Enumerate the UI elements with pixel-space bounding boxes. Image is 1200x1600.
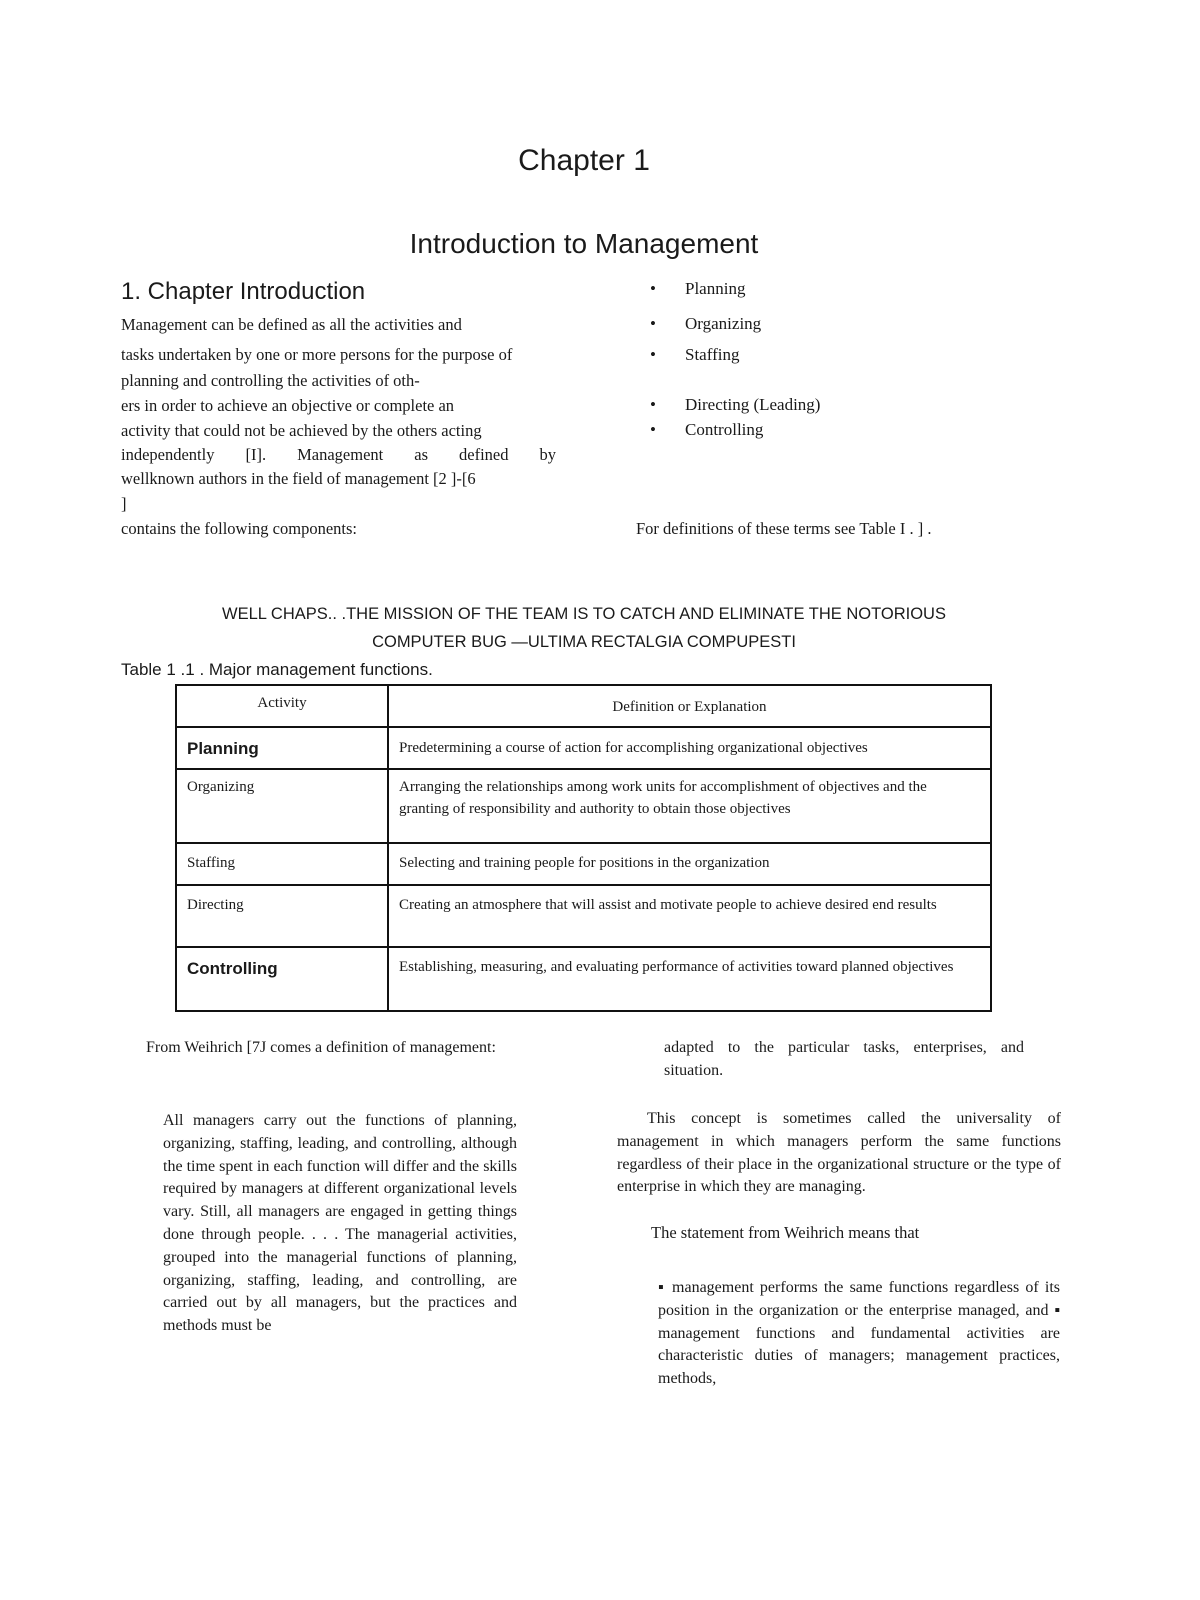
activity-cell: Directing (176, 885, 388, 947)
weihrich-intro: From Weihrich [7J comes a definition of management: (146, 1039, 496, 1056)
bullet-icon: • (650, 314, 656, 333)
section-heading: 1. Chapter Introduction (121, 278, 366, 305)
chapter-title: Chapter 1 (518, 144, 650, 177)
component-label: Staffing (685, 345, 740, 364)
activity-cell: Organizing (176, 769, 388, 843)
bullet-icon: • (650, 279, 656, 298)
component-item (650, 314, 761, 334)
statement-line: The statement from Weihrich means that (651, 1223, 920, 1242)
component-item (650, 279, 745, 299)
definition-cell: Selecting and training people for positions in the organization (388, 843, 991, 885)
weihrich-quote-continued: adapted to the particular tasks, enterprises, and situation. (664, 1039, 1024, 1079)
component-label: Organizing (685, 314, 762, 333)
intro-line: ] (121, 494, 127, 513)
definition-cell: Arranging the relationships among work units for accomplishment of objectives and the granting of responsibility and authority to obtain those objectives (388, 769, 991, 843)
intro-line: ers in order to achieve an objective or complete an (121, 396, 455, 415)
component-item (650, 345, 739, 365)
definition-cell: Creating an atmosphere that will assist and motivate people to achieve desired end results (388, 885, 991, 947)
components-footnote: For definitions of these terms see Table I . ] . (636, 519, 932, 538)
component-item (650, 395, 820, 415)
table-row (176, 727, 991, 769)
table-caption: Table 1 .1 . Major management functions. (121, 660, 433, 679)
bullet-icon: • (650, 345, 656, 364)
management-functions-table (175, 684, 992, 1012)
component-label: Controlling (685, 420, 764, 439)
intro-line: tasks undertaken by one or more persons for the purpose of (121, 345, 513, 364)
intro-line: activity that could not be achieved by the others acting (121, 421, 482, 440)
table-row (176, 769, 991, 843)
table-row (176, 843, 991, 885)
activity-cell: Staffing (176, 843, 388, 885)
intro-line: planning and controlling the activities of oth- (121, 371, 420, 390)
component-item (650, 420, 763, 440)
weihrich-quote: All managers carry out the functions of planning, organizing, staffing, leading, and controlling, although the time spent in each function will differ and the skills required by managers at different organizational levels vary. Still, all managers are engaged in getting things done through people. . . . The managerial activities, grouped into the managerial functions of planning, organizing, staffing, leading, and controlling, are carried out by all managers, but the practices and methods must be (163, 1112, 517, 1335)
definition-cell: Predetermining a course of action for accomplishing organizational objectives (388, 727, 991, 769)
bullet-icon: • (650, 395, 656, 414)
intro-line: wellknown authors in the field of management [2 ]-[6 (121, 469, 476, 488)
intro-line: contains the following components: (121, 519, 358, 538)
activity-cell: Controlling (176, 947, 388, 1011)
column-header-activity: Activity (176, 685, 388, 727)
bullet-icon: • (650, 420, 656, 439)
table-row (176, 947, 991, 1011)
component-label: Directing (Leading) (685, 395, 821, 414)
chapter-subtitle: Introduction to Management (409, 228, 759, 259)
mission-banner (0, 600, 1168, 656)
column-header-definition: Definition or Explanation (388, 685, 991, 727)
table-header-row (176, 685, 991, 727)
mission-line: WELL CHAPS.. .THE MISSION OF THE TEAM IS TO CATCH AND ELIMINATE THE NOTORIOUS (222, 605, 946, 623)
activity-cell: Planning (176, 727, 388, 769)
component-label: Planning (685, 279, 746, 298)
universality-paragraph: This concept is sometimes called the universality of management in which managers perform the same functions regardless of their place in the organizational structure or the type of enterprise in which they are managing. (617, 1110, 1061, 1196)
intro-line: Management can be defined as all the activities and (121, 315, 462, 334)
definition-cell: Establishing, measuring, and evaluating performance of activities toward planned objectives (388, 947, 991, 1011)
mission-line: COMPUTER BUG —ULTIMA RECTALGIA COMPUPESTI (372, 633, 796, 651)
intro-line: independently [I]. Management as defined by (121, 445, 556, 464)
table-row (176, 885, 991, 947)
weihrich-points: ▪ management performs the same functions regardless of its position in the organization or the enterprise managed, and ▪ management functions and fundamental activities are characteristic duties of managers; management practices, methods, (658, 1279, 1060, 1388)
